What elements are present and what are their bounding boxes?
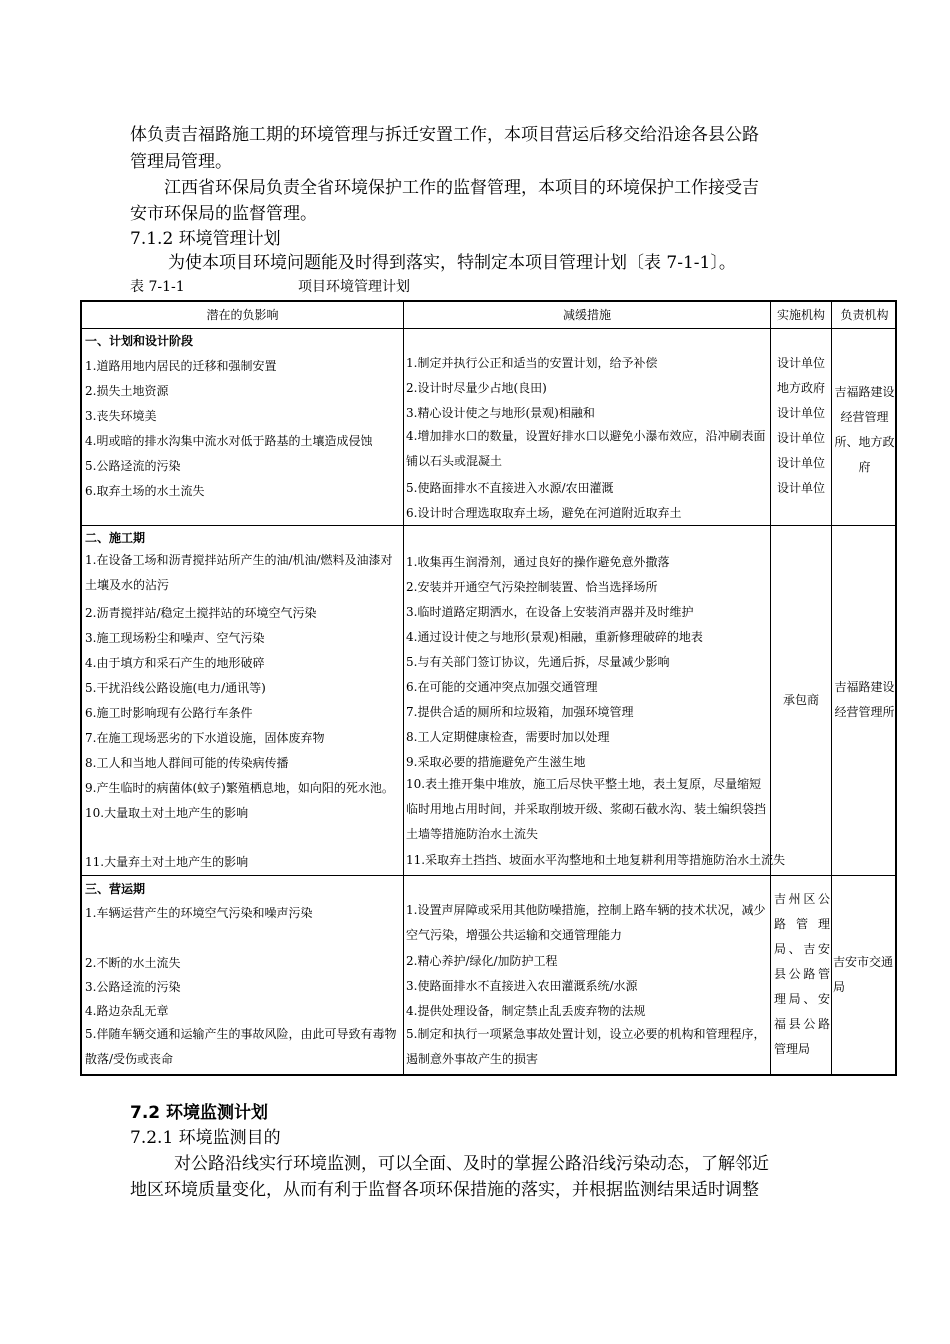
measure-item: 10.表土推开集中堆放，施工后尽快平整土地，表土复原，尽量缩短临时用地占用时间，并采取削坡开级、浆砌石截水沟、装土编织袋挡土墙等措施防治水土流失 [406, 777, 767, 841]
section-construction-title: 二、施工期 [85, 531, 146, 545]
measure-item: 1.收集再生润滑剂，通过良好的操作避免意外撒落 [406, 555, 670, 569]
impact-item: 8.工人和当地人群间可能的传染病传播 [85, 756, 289, 770]
measure-item: 4.增加排水口的数量，设置好排水口以避免小瀑布效应，沿冲刷表面铺以石头或混凝土 [406, 429, 766, 468]
section-planning-title: 一、计划和设计阶段 [85, 334, 194, 348]
measure-item: 2.精心养护/绿化/加防护工程 [406, 954, 558, 968]
intro-paragraph-1-line-2: 管理局管理。 [130, 152, 232, 172]
implementer-item: 设计单位 [776, 406, 825, 420]
impact-item: 5.伴随车辆交通和运输产生的事故风险，由此可导致有毒物散落/受伤或丧命 [85, 1027, 397, 1066]
header-implementer: 实施机构 [776, 308, 825, 322]
impact-item: 4.明或暗的排水沟集中流水对低于路基的土壤造成侵蚀 [85, 434, 373, 448]
table-title: 项目环境管理计划 [298, 279, 410, 295]
implementer-construction: 承包商 [782, 693, 819, 707]
impact-item: 10.大量取土对土地产生的影响 [85, 806, 249, 820]
section-heading-7-1-2: 7.1.2 环境管理计划 [130, 229, 281, 249]
section-heading-7-2: 7.2 环境监测计划 [130, 1103, 269, 1123]
impact-item: 4.路边杂乱无章 [85, 1004, 169, 1018]
intro-paragraph-1-line-1: 体负责吉福路施工期的环境管理与拆迁安置工作，本项目营运后移交给沿途各县公路 [130, 125, 759, 145]
header-impact: 潜在的负影响 [206, 308, 279, 322]
measure-item: 6.设计时合理选取取弃土场，避免在河道附近取弃土 [406, 506, 682, 520]
responsible-operation: 吉安市交通局 [833, 955, 894, 994]
impact-item: 2.损失土地资源 [85, 384, 169, 398]
impact-item: 2.沥青搅拌站/稳定土搅拌站的环境空气污染 [85, 606, 317, 620]
measure-item: 4.通过设计使之与地形(景观)相融，重新修理破碎的地表 [406, 630, 703, 644]
header-measures: 减缓措施 [562, 308, 611, 322]
measure-item: 3.临时道路定期洒水，在设备上安装消声器并及时维护 [406, 605, 694, 619]
measure-item: 3.精心设计使之与地形(景观)相融和 [406, 406, 595, 420]
impact-item: 5.公路迳流的污染 [85, 459, 181, 473]
implementer-operation: 吉州区公路管理局、吉安县公路管理局、安福县公路管理局 [774, 892, 830, 1056]
impact-item: 1.车辆运营产生的环境空气污染和噪声污染 [85, 906, 313, 920]
impact-item: 3.公路迳流的污染 [85, 980, 181, 994]
paragraph-4-line-2: 地区环境质量变化，从而有利于监督各项环保措施的落实，并根据监测结果适时调整 [130, 1180, 759, 1200]
implementer-item: 地方政府 [776, 381, 825, 395]
paragraph-4-line-1: 对公路沿线实行环境监测，可以全面、及时的掌握公路沿线污染动态，了解邻近 [174, 1154, 769, 1174]
measure-item: 3.使路面排水不直接进入农田灌溉系统/水源 [406, 979, 638, 993]
impact-item: 1.在设备工场和沥青搅拌站所产生的油/机油/燃料及油漆对土壤及水的沾污 [85, 553, 393, 592]
impact-item: 6.施工时影响现有公路行车条件 [85, 706, 253, 720]
measure-item: 11.采取弃土挡挡、坡面水平沟整地和土地复耕利用等措施防治水土流失 [406, 853, 786, 867]
implementer-item: 设计单位 [776, 431, 825, 445]
measure-item: 9.采取必要的措施避免产生滋生地 [406, 755, 586, 769]
implementer-item: 设计单位 [776, 356, 825, 370]
intro-paragraph-2-line-2: 安市环保局的监督管理。 [130, 204, 317, 224]
impact-item: 11.大量弃土对土地产生的影响 [85, 855, 249, 869]
measure-item: 4.提供处理设备，制定禁止乱丢废弃物的法规 [406, 1004, 646, 1018]
impact-item: 3.施工现场粉尘和噪声、空气污染 [85, 631, 265, 645]
impact-item: 1.道路用地内居民的迁移和强制安置 [85, 359, 277, 373]
measure-item: 2.设计时尽量少占地(良田) [406, 381, 547, 395]
implementer-item: 设计单位 [776, 481, 825, 495]
measure-item: 8.工人定期健康检查，需要时加以处理 [406, 730, 610, 744]
intro-paragraph-2-line-1: 江西省环保局负责全省环境保护工作的监督管理，本项目的环境保护工作接受吉 [164, 178, 759, 198]
impact-item: 4.由于填方和采石产生的地形破碎 [85, 656, 265, 670]
measure-item: 1.设置声屏障或采用其他防噪措施，控制上路车辆的技术状况，减少空气污染，增强公共运输和交通管理能力 [406, 903, 766, 942]
responsible-construction: 吉福路建设经营管理所 [834, 680, 895, 719]
impact-item: 2.不断的水土流失 [85, 956, 181, 970]
section-heading-7-2-1: 7.2.1 环境监测目的 [130, 1128, 281, 1148]
header-responsible: 负责机构 [840, 308, 889, 322]
intro-paragraph-3: 为使本项目环境问题能及时得到落实，特制定本项目管理计划〔表 7-1-1〕。 [168, 253, 736, 273]
environment-management-table [80, 300, 897, 1076]
impact-item: 9.产生临时的病菌体(蚊子)繁殖栖息地，如向阳的死水池。 [85, 781, 394, 795]
section-operation-title: 三、营运期 [85, 882, 146, 896]
measure-item: 6.在可能的交通冲突点加强交通管理 [406, 680, 598, 694]
measure-item: 7.提供合适的厕所和垃圾箱，加强环境管理 [406, 705, 634, 719]
measure-item: 2.安装并开通空气污染控制装置、恰当选择场所 [406, 580, 658, 594]
impact-item: 7.在施工现场恶劣的下水道设施，固体废弃物 [85, 731, 325, 745]
impact-item: 5.干扰沿线公路设施(电力/通讯等) [85, 681, 266, 695]
measure-item: 5.制定和执行一项紧急事故处置计划，设立必要的机构和管理程序，遏制意外事故产生的损害 [406, 1027, 766, 1066]
impact-item: 3.丧失环境美 [85, 409, 157, 423]
measure-item: 5.使路面排水不直接进入水源/农田灌溉 [406, 481, 614, 495]
table-number: 表 7-1-1 [130, 279, 185, 295]
responsible-planning: 吉福路建设经营管理所、地方政府 [834, 385, 895, 474]
measure-item: 5.与有关部门签订协议，先通后拆，尽量减少影响 [406, 655, 670, 669]
impact-item: 6.取弃土场的水土流失 [85, 484, 205, 498]
implementer-item: 设计单位 [776, 456, 825, 470]
measure-item: 1.制定并执行公正和适当的安置计划，给予补偿 [406, 356, 658, 370]
